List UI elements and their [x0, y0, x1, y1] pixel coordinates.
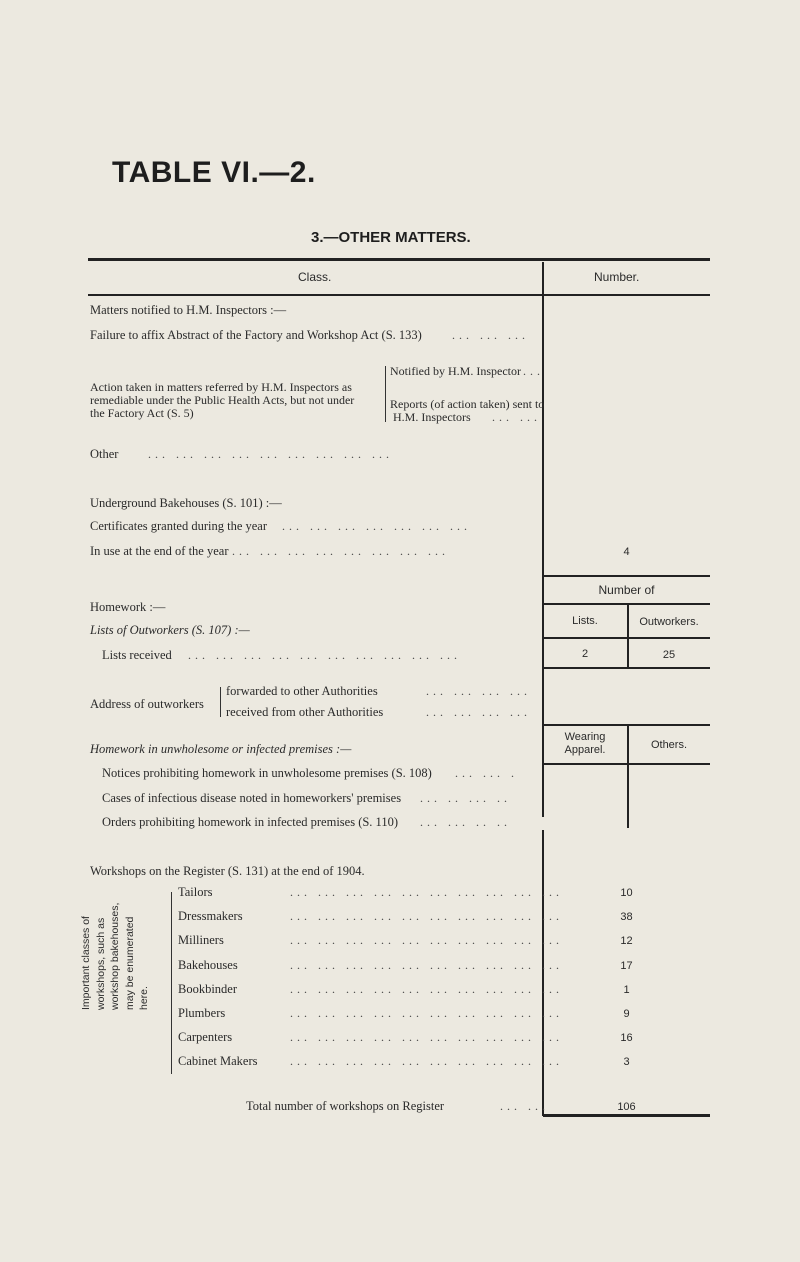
lists-value: 2	[581, 648, 589, 660]
workshops-heading: Workshops on the Register (S. 131) at the end of 1904.	[90, 864, 365, 878]
other-row: Other	[90, 447, 119, 461]
workshop-row-name: Bookbinder	[178, 982, 238, 996]
page-title: TABLE VI.—2.	[112, 156, 316, 189]
workshop-row-name: Dressmakers	[178, 909, 243, 923]
rule	[543, 763, 710, 765]
others-header: Others.	[650, 739, 688, 751]
failure-row: Failure to affix Abstract of the Factory and Workshop Act (S. 133)	[90, 328, 422, 342]
class-header: Class.	[298, 270, 332, 284]
workshop-row-value: 9	[623, 1008, 630, 1020]
leader-dots: ... ... ... ... ... ... ... ... ... ...	[290, 909, 563, 923]
table-bottom-rule	[543, 1114, 710, 1117]
matters-heading: Matters notified to H.M. Inspectors :—	[90, 303, 287, 317]
workshop-row-name: Bakehouses	[178, 958, 238, 972]
brace	[220, 687, 221, 717]
leader-dots: ... ...	[500, 1099, 549, 1113]
cases-row: Cases of infectious disease noted in homeworkers' premises	[102, 791, 402, 805]
side-label-line: workshop bakehouses,	[109, 902, 121, 1010]
leader-dots: ... ... ... ... ... ... ... ... ... ...	[290, 885, 563, 899]
leader-dots: ... ... ... ... ... ... ... ... ... ...	[290, 982, 563, 996]
leader-dots: ... ... ... ... ... ... ... ... ...	[148, 447, 393, 461]
certificates-row: Certificates granted during the year	[90, 519, 268, 533]
lists-of-outworkers: Lists of Outworkers (S. 107) :—	[90, 623, 250, 637]
workshop-row-value: 1	[623, 984, 630, 996]
leader-dots: ... ... ... ... ... ... ... ... ... ...	[290, 958, 563, 972]
unwholesome-heading: Homework in unwholesome or infected premises :—	[90, 742, 352, 756]
action-text-1: Action taken in matters referred by H.M. Inspectors as	[90, 380, 352, 394]
workshop-row-value: 10	[620, 887, 633, 899]
notified-row: Notified by H.M. Inspector	[390, 364, 521, 378]
number-of-header: Number of	[598, 583, 655, 597]
side-label-line: may be enumerated	[123, 916, 136, 1010]
brace	[385, 366, 386, 422]
forwarded-row: forwarded to other Authorities	[226, 684, 378, 698]
leader-dots: ... ... ... ...	[426, 684, 531, 698]
side-label-line: here.	[138, 986, 150, 1010]
outworkers-value: 25	[662, 649, 676, 661]
leader-dots: ... ... ... ... ... ... ... ... ... ...	[290, 1054, 563, 1068]
reports-row-2: H.M. Inspectors	[393, 410, 471, 424]
wearing-apparel-header-2: Apparel.	[564, 744, 606, 756]
total-value: 106	[617, 1101, 636, 1113]
workshop-row-value: 16	[620, 1032, 633, 1044]
lists-received-row: Lists received	[102, 648, 172, 662]
leader-dots: ... ... ... ...	[426, 705, 531, 719]
table-top-rule	[88, 258, 710, 261]
leader-dots: ... .. ... ..	[420, 791, 511, 805]
underground-heading: Underground Bakehouses (S. 101) :—	[90, 496, 282, 510]
number-header: Number.	[594, 270, 640, 284]
workshop-row-name: Plumbers	[178, 1006, 226, 1020]
rule	[543, 575, 710, 577]
workshop-row-name: Milliners	[178, 933, 224, 947]
leader-dots: ... ...	[492, 410, 541, 424]
reports-row-1: Reports (of action taken) sent to	[390, 397, 545, 411]
homework-heading: Homework :—	[90, 600, 166, 614]
side-label	[79, 890, 153, 1010]
leader-dots: ... ... ... ... ... ... ... ... ... ...	[290, 1006, 563, 1020]
leader-dots: ...	[523, 364, 544, 378]
column-divider-lower	[542, 830, 544, 1116]
orders-row: Orders prohibiting homework in infected premises (S. 110)	[102, 815, 399, 829]
workshop-row-value: 17	[620, 960, 633, 972]
section-subtitle: 3.—OTHER MATTERS.	[311, 229, 471, 246]
lists-header: Lists.	[572, 615, 598, 627]
side-label-line: workshops, such as	[94, 917, 107, 1010]
workshop-row-value: 3	[623, 1056, 630, 1068]
notices-row: Notices prohibiting homework in unwholesome premises (S. 108)	[102, 766, 432, 780]
leader-dots: ... ... ...	[452, 328, 529, 342]
workshop-row-value: 12	[620, 935, 633, 947]
leader-dots: ... ... ... ... ... ... ... ...	[232, 544, 449, 558]
leader-dots: ... ... ... ... ... ... ... ... ... ...	[188, 648, 461, 662]
workshop-row-name: Cabinet Makers	[178, 1054, 258, 1068]
total-label: Total number of workshops on Register	[246, 1099, 445, 1113]
rule	[543, 667, 710, 669]
workshop-row-name: Tailors	[178, 885, 213, 899]
outworkers-header: Outworkers.	[639, 616, 699, 628]
leader-dots: ... ... .	[455, 766, 518, 780]
side-label-line: Important classes of	[80, 916, 92, 1010]
workshop-row-name: Carpenters	[178, 1030, 233, 1044]
action-text-3: the Factory Act (S. 5)	[90, 406, 194, 420]
in-use-value: 4	[623, 546, 630, 558]
in-use-row: In use at the end of the year	[90, 544, 229, 558]
leader-dots: ... ... .. ..	[420, 815, 511, 829]
leader-dots: ... ... ... ... ... ... ... ... ... ...	[290, 933, 563, 947]
leader-dots: ... ... ... ... ... ... ...	[282, 519, 471, 533]
brace	[171, 892, 172, 1074]
wearing-apparel-header-1: Wearing	[564, 731, 606, 743]
table-header-rule	[88, 294, 710, 296]
workshop-row-value: 38	[620, 911, 633, 923]
leader-dots: ... ... ... ... ... ... ... ... ... ...	[290, 1030, 563, 1044]
action-text-2: remediable under the Public Health Acts, but not under	[90, 393, 355, 407]
received-row: received from other Authorities	[226, 705, 384, 719]
rule	[543, 637, 710, 639]
address-label: Address of outworkers	[90, 697, 204, 711]
